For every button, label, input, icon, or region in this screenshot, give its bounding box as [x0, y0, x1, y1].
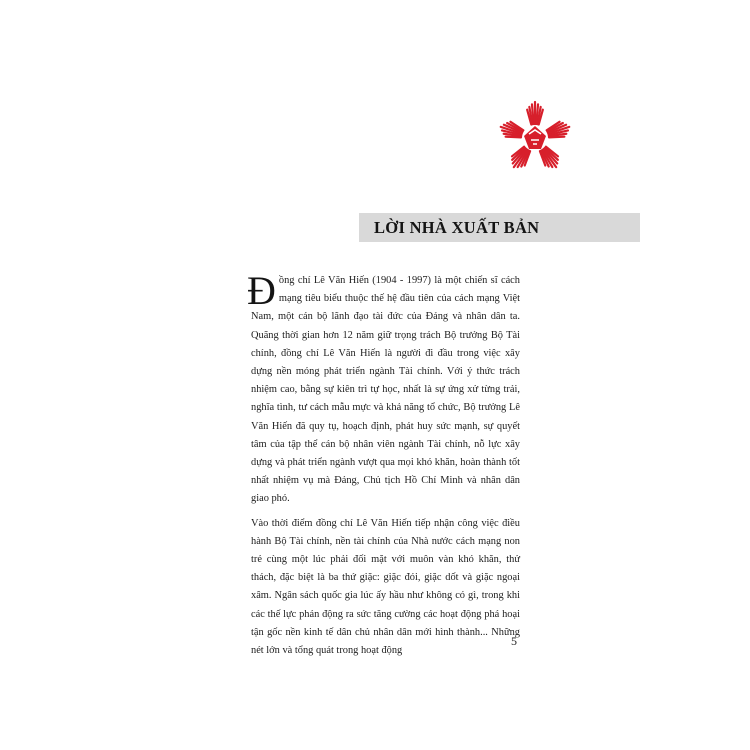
- publisher-logo-icon: [494, 96, 576, 178]
- page-number: 5: [511, 634, 517, 648]
- body-text: [247, 268, 520, 660]
- section-heading-bar: [359, 213, 640, 242]
- star-emblem-icon: [494, 96, 576, 178]
- paragraph-2: Vào thời điểm đồng chí Lê Văn Hiến tiếp nhận công việc điều hành Bộ Tài chính, nền tài chính của Nhà nước cách mạng non trẻ cùng một lúc phải đối mặt với muôn vàn khó khăn, thử thách, đặc biệt là ba thứ giặc: giặc đói, giặc dốt và giặc ngoại xâm. Ngân sách quốc gia lúc ấy hầu như không có gì, trong khi các thế lực phản động ra sức tăng cường các hoạt động phá hoại tận gốc nền kinh tế dân chủ nhân dân mới hình thành... Những nét lớn và tổng quát trong hoạt động: [251, 517, 520, 657]
- drop-cap: Đ: [247, 268, 276, 313]
- emblem-center: [524, 126, 546, 149]
- section-heading: LỜI NHÀ XUẤT BẢN: [374, 217, 540, 237]
- paragraph-1-text: ồng chí Lê Văn Hiến (1904 - 1997) là một chiến sĩ cách mạng tiêu biểu thuộc thế hệ đầu tiên của cách mạng Việt Nam, một cán bộ lãnh đạo tài đức của Đảng và nhân dân ta. Quãng thời gian hơn 12 năm giữ trọng trách Bộ trưởng Bộ Tài chính, đồng chí Lê Văn Hiến là người đi đầu trong việc xây dựng nền móng phát triển ngành Tài chính. Với ý thức trách nhiệm cao, bằng sự kiên trì tự học, nhất là sự ứng xử từng trải, nghĩa tình, tư cách mẫu mực và khả năng tổ chức, Bộ trưởng Lê Văn Hiến đã quy tụ, hoạch định, phát huy sức mạnh, sự quyết tâm của tập thể cán bộ nhân viên ngành Tài chính, nỗ lực xây dựng và phát triển ngành vượt qua mọi khó khăn, hoàn thành tốt nhất nhiệm vụ mà Đảng, Chủ tịch Hồ Chí Minh và nhân dân giao phó.: [251, 275, 520, 505]
- paragraph-1: [247, 268, 520, 509]
- emblem-ray: [549, 137, 564, 138]
